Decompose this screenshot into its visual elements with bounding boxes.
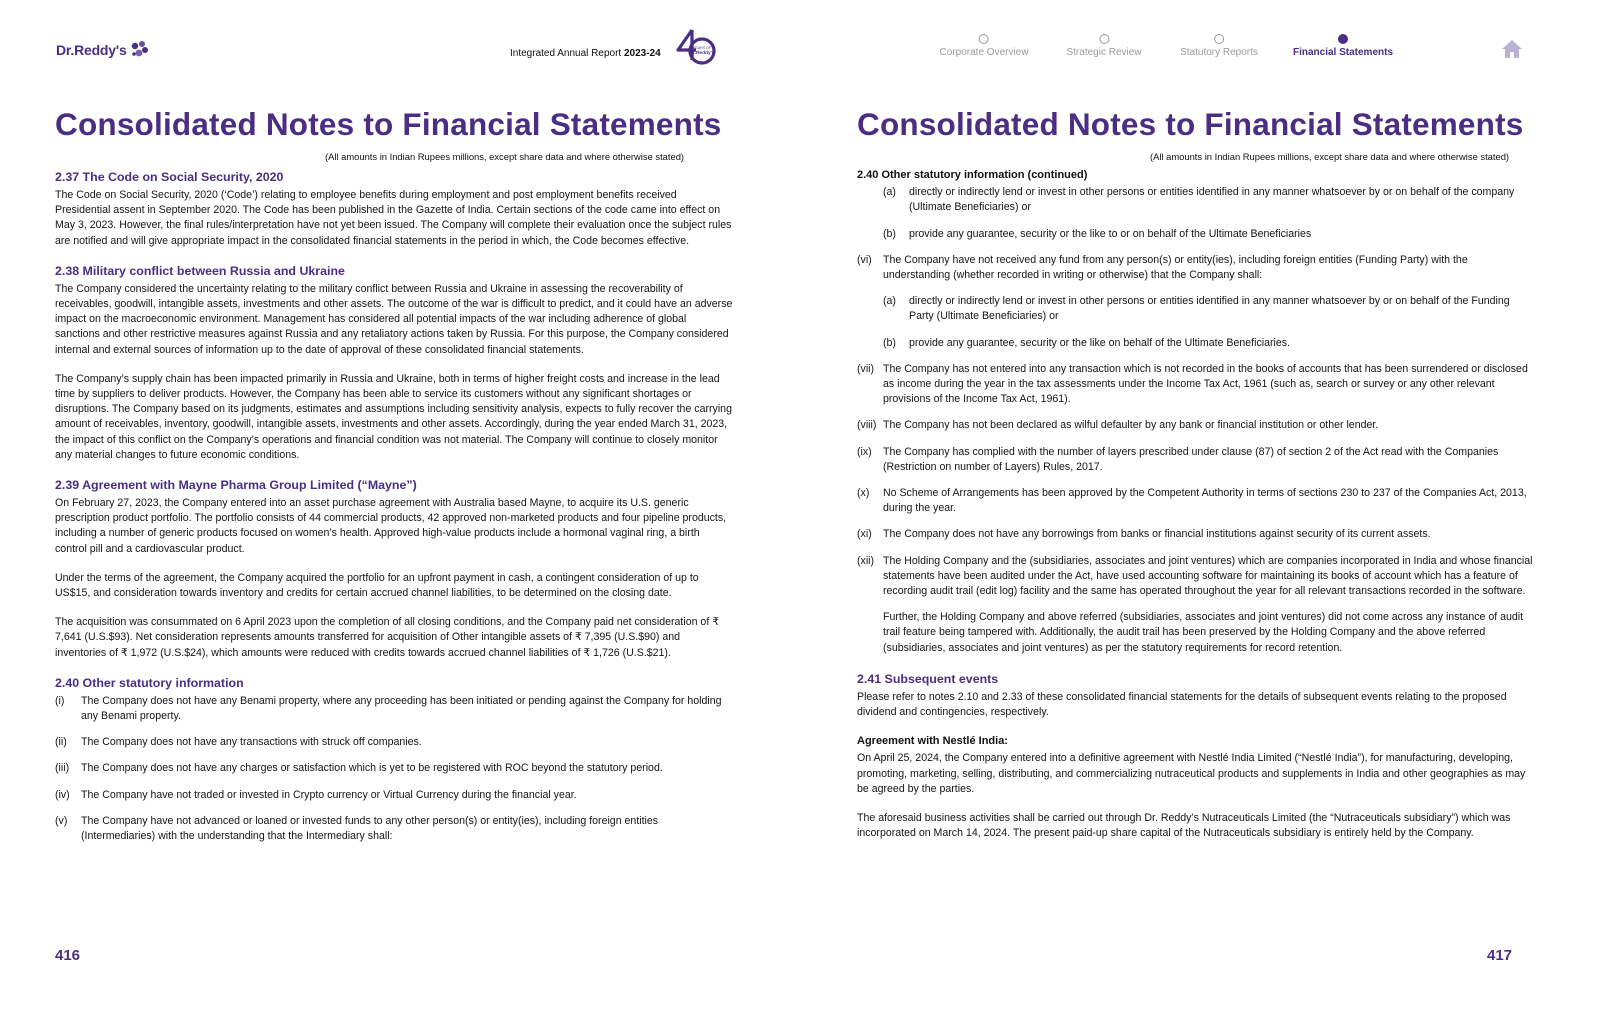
report-title: Integrated Annual Report 2023-24 <box>510 48 661 59</box>
list-item: (xii) The Holding Company and the (subsidiaries, associates and joint ventures) which are companies incorporated in India and whose financial statements have been audited under the Act, have used accounting software for maintaining its books of account which has a feature of recording audit trail (edit log) facility and the same has operated throughout the year for all relevant transactions recorded in the software. <box>857 554 1533 598</box>
paragraph: The Company considered the uncertainty relating to the military conflict between Russia and Ukraine in assessing the recoverability of receivables, goodwill, intangible assets, investments and other assets. The outcome of the war is difficult to predict, and it could have an adverse impact on the macroeconomic environment. Management has considered all potential impacts of the war including adherence of global sanctions and other restrictive measures against Russia and any retaliatory actions taken by Russia. For this purpose, the Company considered internal and external sources of information up to the date of approval of these consolidated financial statements. <box>55 282 733 356</box>
amounts-note: (All amounts in Indian Rupees millions, except share data and where otherwise stated) <box>1150 151 1510 162</box>
section-heading: 2.40 Other statutory information <box>55 675 244 690</box>
badge-brand-text: Dr.Reddy's <box>689 51 715 56</box>
section-2-37 <box>55 169 733 249</box>
page-number: 417 <box>1487 947 1513 964</box>
nav-dot-icon <box>1338 34 1348 44</box>
page-number: 416 <box>55 947 81 964</box>
sub-list-item: (b) provide any guarantee, security or the like on behalf of the Ultimate Beneficiaries. <box>883 336 1290 349</box>
list-item: (viii) The Company has not been declared as wilful defaulter by any bank or financial institution or other lender. <box>857 419 1379 432</box>
nav-dot-icon <box>1099 34 1109 44</box>
paragraph: The Company’s supply chain has been impacted primarily in Russia and Ukraine, both in terms of higher freight costs and increase in the lead time by suppliers to deliver products. However, the Company has been able to service its customers without any significant shortages or disruptions. The Company based on its judgments, estimates and assumptions including sensitivity analysis, expects to fully recover the carrying amount of receivables, inventory, goodwill, intangible assets, investments and other assets. Accordingly, during the year ended March 31, 2023, the impact of this conflict on the Company’s operations and financial condition was not material. The Company will continue to closely monitor any material changes to future economic conditions. <box>55 372 732 461</box>
home-icon <box>1500 38 1524 60</box>
list-item: (x) No Scheme of Arrangements has been approved by the Competent Authority in terms of sections 230 to 237 of the Companies Act, 2013, during the year. <box>857 487 1527 515</box>
sub-list-item: (a) directly or indirectly lend or invest in other persons or entities identified in any manner whatsoever by or on behalf of the company (Ultimate Beneficiaries) or <box>883 186 1515 214</box>
page-title: Consolidated Notes to Financial Statements <box>55 106 722 142</box>
paragraph: The aforesaid business activities shall be carried out through Dr. Reddy’s Nutraceuticals Limited (the “Nutraceuticals subsidiary”) which was incorporated on March 14, 2024. The present paid-up share capital of the Nutraceuticals subsidiary is entirely held by the Company. <box>857 812 1511 840</box>
forty-years-icon <box>670 26 716 68</box>
paragraph: On April 25, 2024, the Company entered into a definitive agreement with Nestlé India Limited (“Nestlé India”), for manufacturing, developing, promoting, marketing, selling, distributing, and commercializing nutraceutical products and supplements in India and other geographies as may be agreed by the parties. <box>857 752 1526 795</box>
left-content <box>55 169 733 855</box>
nav-dot-icon <box>979 34 989 44</box>
nav-dot-icon <box>1214 34 1224 44</box>
amounts-note: (All amounts in Indian Rupees millions, except share data and where otherwise stated) <box>325 151 685 162</box>
right-content <box>857 168 1537 856</box>
list-item: (vii) The Company has not entered into any transaction which is not recorded in the books of accounts that has been surrendered or disclosed as income during the year in the tax assessments under the Income Tax Act, 1961 (such as, search or survey or any other relevant provisions of the Income Tax Act, 1961). <box>857 362 1528 406</box>
section-2-38 <box>55 263 733 463</box>
paragraph: Further, the Holding Company and above referred (subsidiaries, associates and joint ventures) did not come across any instance of audit trail feature being tampered with. Additionally, the audit trail has been preserved by the Holding Company and the above referred (subsidiaries, associates and joint ventures) as per the statutory requirements for record retention. <box>883 611 1524 654</box>
nav-financial-statements[interactable]: Financial Statements <box>1293 34 1393 58</box>
section-heading: 2.37 The Code on Social Security, 2020 <box>55 170 284 184</box>
paragraph: The Code on Social Security, 2020 (‘Code’) relating to employee benefits during employment and post employment benefits received Presidential assent in September 2020. The Code has been published in the Gazette of India. Certain sections of the code came into effect on May 3, 2023. However, the final rules/interpretation have not yet been issued. The Company will complete their evaluation once the subject rules are notified and will give appropriate impact in the consolidated financial statements in the period in which, the Code becomes effective. <box>55 189 732 247</box>
paragraph: On February 27, 2023, the Company entered into an asset purchase agreement with Australia based Mayne, to acquire its U.S. generic prescription product portfolio. The portfolio consists of 44 commercial products, 42 approved non-marketed products and four pipeline products, including a number of generic products focused on women’s health. Approved high-value products include a hormonal vaginal ring, a birth control pill and a cardiovascular product. <box>55 497 727 555</box>
sub-list-item: (b) provide any guarantee, security or the like to or on behalf of the Ultimate Beneficiaries <box>883 227 1312 240</box>
section-heading: 2.38 Military conflict between Russia and Ukraine <box>55 263 345 278</box>
list-item: (i) The Company does not have any Benami property, where any proceeding has been initiated or pending against the Company for holding any Benami property. <box>55 694 722 723</box>
nav-statutory-reports[interactable]: Statutory Reports <box>1180 34 1258 58</box>
brand-mark-icon <box>130 40 150 60</box>
paragraph: Please refer to notes 2.10 and 2.33 of these consolidated financial statements for the details of subsequent events relating to the proposed dividend and contingencies, respectively. <box>857 690 1507 719</box>
section-2-39 <box>55 477 733 661</box>
page-title: Consolidated Notes to Financial Statements <box>857 106 1524 142</box>
home-button[interactable] <box>1500 38 1524 60</box>
paragraph: Under the terms of the agreement, the Company acquired the portfolio for an upfront payment in cash, a contingent consideration of up to US$15, and consideration towards inventory and credits for certain accrued channel liabilities, to be determined on the closing date. <box>55 571 699 600</box>
nav-strategic-review[interactable]: Strategic Review <box>1066 34 1141 58</box>
list-item: (ix) The Company has complied with the number of layers prescribed under clause (87) of section 2 of the Act read with the Companies (Restriction on number of Layers) Rules, 2017. <box>857 445 1499 473</box>
brand-logo[interactable] <box>56 40 150 60</box>
badge-years-text: YEARS OF <box>692 46 712 50</box>
list-item: (vi) The Company have not received any fund from any person(s) or entity(ies), including foreign entities (Funding Party) with the understanding (whether recorded in writing or otherwise) that the Company shall: <box>857 253 1468 282</box>
right-page <box>800 0 1600 1011</box>
brand-name: Dr.Reddy's <box>56 42 127 58</box>
section-heading: 2.39 Agreement with Mayne Pharma Group Limited (“Mayne”) <box>55 478 417 493</box>
sub-heading: Agreement with Nestlé India: <box>857 735 1008 748</box>
section-heading: 2.41 Subsequent events <box>857 671 999 686</box>
section-2-40 <box>55 675 733 844</box>
nav-corporate-overview[interactable]: Corporate Overview <box>940 34 1029 58</box>
section-2-41 <box>857 671 1537 842</box>
list-item: (iv) The Company have not traded or invested in Crypto currency or Virtual Currency during the financial year. <box>55 788 577 801</box>
list-item: (v) The Company have not advanced or loaned or invested funds to any other person(s) or entity(ies), including foreign entities (Intermediaries) with the understanding that the Intermediary shall: <box>55 814 659 843</box>
section-heading: 2.40 Other statutory information (continued) <box>857 169 1088 181</box>
anniversary-badge <box>670 26 716 68</box>
list-item: (iii) The Company does not have any charges or satisfaction which is yet to be registered with ROC beyond the statutory period. <box>55 762 663 775</box>
list-item: (xi) The Company does not have any borrowings from banks or financial institutions against security of its current assets. <box>857 528 1431 541</box>
sub-list-item: (a) directly or indirectly lend or invest in other persons or entities identified in any manner whatsoever by or on behalf of the Funding Party (Ultimate Beneficiaries) or <box>883 295 1510 323</box>
list-item: (ii) The Company does not have any transactions with struck off companies. <box>55 736 422 749</box>
paragraph: The acquisition was consummated on 6 April 2023 upon the completion of all closing conditions, and the Company paid net consideration of ₹ 7,641 (U.S.$93). Net consideration represents amounts transferred for acquisition of Other intangible assets of ₹ 7,395 (U.S.$90) and inventories of ₹ 1,972 (U.S.$24), which amounts were reduced with credits towards accrued channel liabilities of ₹ 1,726 (U.S.$21). <box>55 616 719 659</box>
